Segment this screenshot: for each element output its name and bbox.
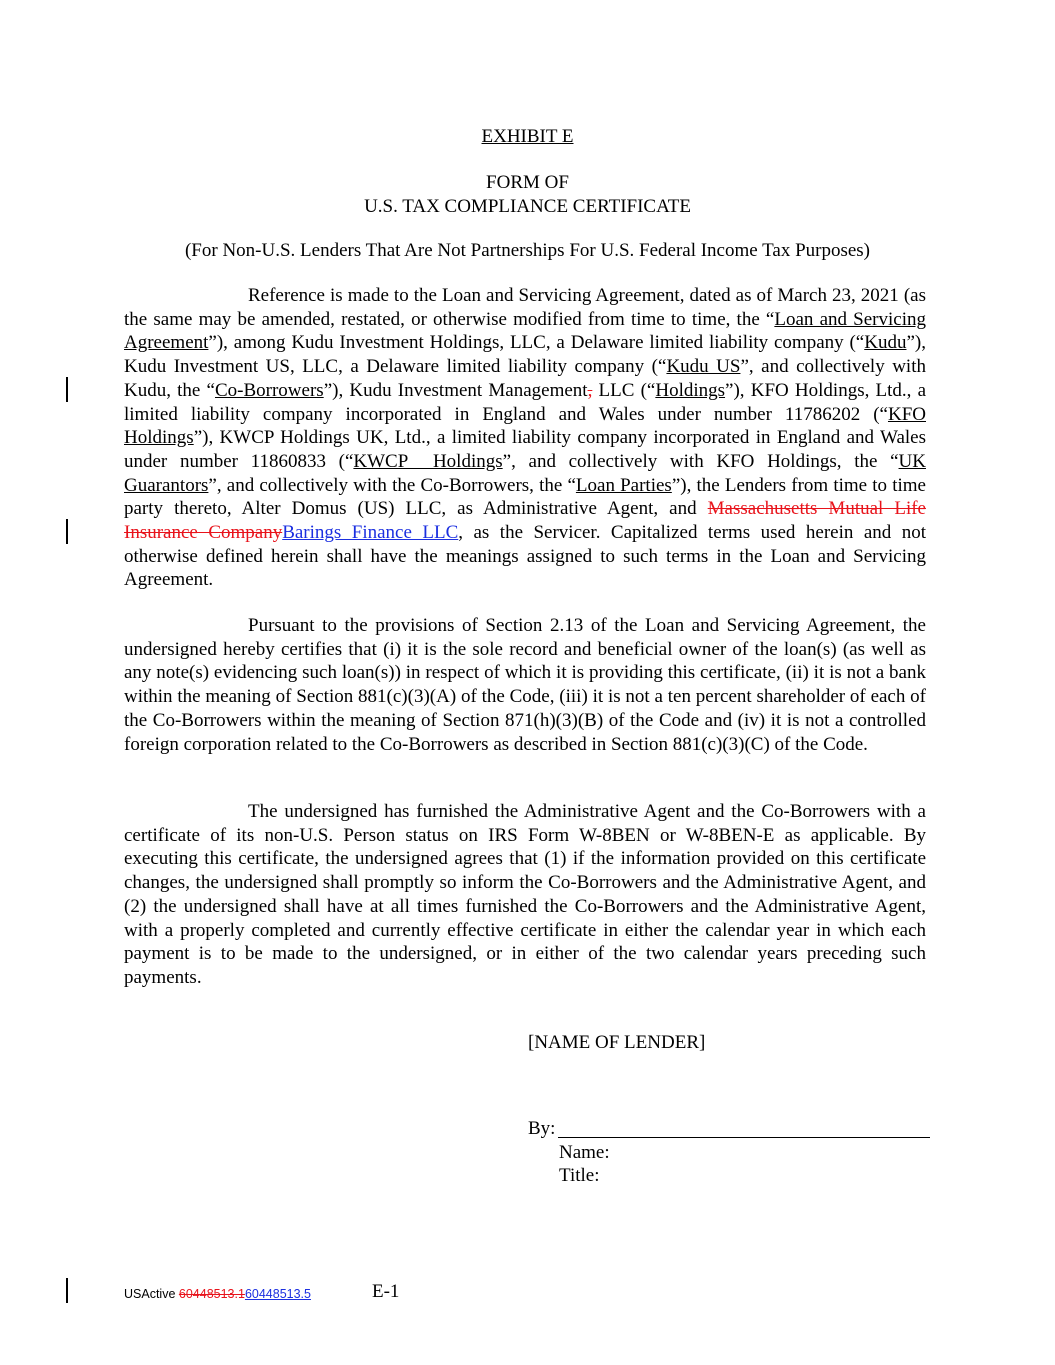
p1-text: ”), the Lenders from time to time party thereto, Alter Domus (US) LLC, as Administrative Agent, and [124,474,926,520]
p2-text: Pursuant to the provisions of Section 2.13 of the Loan and Servicing Agreement, the undersigned hereby certifies that (i) it is the sole record and beneficial owner of the loan(s) (as well as any note(s) evidencing such loan(s)) in respect of which it is providing this certificate, (ii) it is not a bank within the meaning of Section 881(c)(3)(A) of the Code, (iii) it is not a ten percent shareholder of each of the Co-Borrowers within the meaning of Section 871(h)(3)(B) of the Code and (iv) it is not a controlled foreign corporation related to the Co-Borrowers as described in Section 881(c)(3)(C) of the Code. [124,615,926,755]
certification-paragraph [124,614,926,756]
p1-text: LLC (“ [592,379,656,401]
document-id [124,1286,311,1302]
defined-term-kudu-us: Kudu US [666,356,741,378]
defined-term-kudu: Kudu [864,332,907,354]
document-id-prefix: USActive [124,1287,179,1301]
inserted-document-id: 60448513.5 [244,1287,311,1301]
defined-term-holdings: Holdings [655,379,726,401]
p1-text: ”), KFO Holdings, Ltd., a limited liability company incorporated in England and Wales under number 11786202 (“ [124,379,927,425]
change-bar [66,519,68,544]
title-label: Title: [559,1165,600,1186]
page-number: E-1 [372,1281,400,1302]
undertaking-paragraph [124,800,926,990]
form-of-heading: FORM OF [486,172,569,193]
p1-text: , as the Servicer. Capitalized terms used herein and not otherwise defined herein shall have the meanings assigned to such terms in the Loan and Servicing Agreement. [124,522,926,591]
p1-text: ”, and collectively with the Co-Borrowers, the “ [208,474,576,496]
change-bar [66,377,68,402]
lender-name-placeholder: [NAME OF LENDER] [528,1032,706,1053]
p1-text: ”, and collectively with KFO Holdings, the “ [502,450,899,472]
p1-text: ”), KWCP Holdings UK, Ltd., a limited liability company incorporated in England and Wales under number 11860833 (“ [124,427,926,472]
name-label: Name: [559,1142,610,1163]
p3-text: The undersigned has furnished the Administrative Agent and the Co-Borrowers with a certificate of its non-U.S. Person status on IRS Form W-8BEN or W-8BEN-E as applicable. By executing this certificate, the undersigned agrees that (1) if the information provided on this certificate changes, the undersigned shall promptly so inform the Co-Borrowers and the Administrative Agent, and (2) the undersigned shall have at all times furnished the Co-Borrowers and the Administrative Agent, with a properly completed and currently effective certificate in either the calendar year in which each payment is to be made to the undersigned, or in either of the two calendar years preceding such payments. [124,801,926,988]
p1-text: ”), Kudu Investment Management [323,379,588,401]
inserted-servicer-name: Barings Finance LLC [282,522,459,544]
deleted-document-id: 60448513.1 [178,1287,245,1301]
deleted-servicer-name: Massachusetts Mutual Life Insurance Company [124,498,926,544]
certificate-subtitle: (For Non-U.S. Lenders That Are Not Partnerships For U.S. Federal Income Tax Purposes) [184,240,871,261]
certificate-title: U.S. TAX COMPLIANCE CERTIFICATE [364,196,691,217]
defined-term-agreement: Loan and Servicing Agreement [124,308,926,354]
defined-term-co-borrowers: Co-Borrowers [214,379,324,401]
p1-text: ”), among Kudu Investment Holdings, LLC, a Delaware limited liability company (“ [208,332,865,354]
reference-paragraph [124,284,926,592]
p1-text: ”), Kudu Investment US, LLC, a Delaware limited liability company (“ [124,332,926,378]
p1-text: Reference is made to the Loan and Servicing Agreement, dated as of March 23, 2021 (as the same may be amended, restated, or otherwise modified from time to time, the “ [124,285,926,330]
change-bar [66,1278,68,1303]
defined-term-kfo-holdings: KFO Holdings [124,403,926,449]
signature-line [558,1137,930,1138]
exhibit-heading [0,125,1055,149]
p1-text: ”, and collectively with Kudu, the “ [124,356,926,401]
deleted-comma: , [587,379,593,401]
defined-term-kwcp-holdings: KWCP Holdings [353,450,503,472]
exhibit-label: EXHIBIT E [481,126,574,147]
by-label: By: [528,1118,556,1139]
defined-term-uk-guarantors: UK Guarantors [124,450,926,496]
defined-term-loan-parties: Loan Parties [575,474,672,496]
